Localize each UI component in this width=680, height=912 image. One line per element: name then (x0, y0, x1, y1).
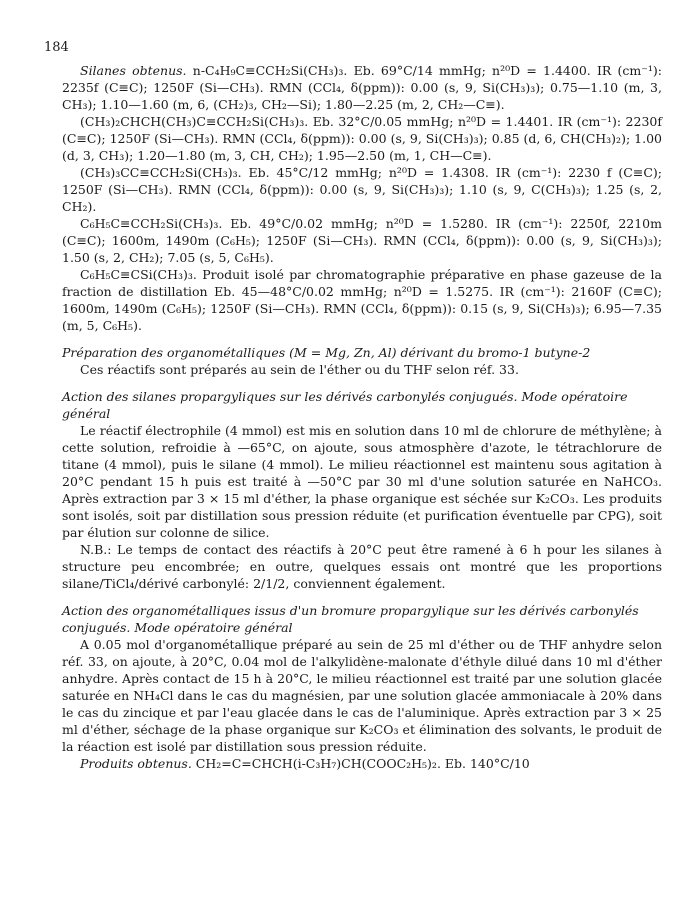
paragraph-text: C₆H₅C≡CSi(CH₃)₃. Produit isolé par chromatographie préparative en phase gazeuse de la fraction de distillation Eb. 45—48°C/0.02 mmHg; n²⁰D = 1.5275. IR (cm⁻¹): 2160F (C≡C); 1600m, 1490m (C₆H₅); 1250F (Si—CH₃). RMN (CCl₄, δ(ppm)): 0.15 (s, 9, Si(CH₃)₃); 6.95—7.35 (m, 5, C₆H₅). (62, 267, 662, 333)
paragraph-text: CH₂=C=CHCH(i-C₃H₇)CH(COOC₂H₅)₂. Eb. 140°C/10 (191, 756, 530, 771)
section-heading: Action des silanes propargyliques sur les dérivés carbonylés conjugués. Mode opératoire général (62, 389, 628, 421)
page-number: 184 (44, 40, 69, 55)
section-heading: Préparation des organométalliques (M = Mg, Zn, Al) dérivant du bromo-1 butyne-2 (62, 345, 591, 360)
paragraph (62, 755, 662, 772)
paragraph-text: n-C₄H₉C≡CCH₂Si(CH₃)₃. Eb. 69°C/14 mmHg; n²⁰D = 1.4400. IR (cm⁻¹): 2235f (C≡C); 1250F (Si—CH₃). RMN (CCl₄, δ(ppm)): 0.00 (s, 9, Si(CH₃)₃); 0.75—1.10 (m, 3, CH₃); 1.10—1.60 (m, 6, (CH₂)₃, CH₂—Si); 1.80—2.25 (m, 2, CH₂—C≡). (62, 63, 662, 112)
paragraph (62, 361, 662, 378)
page-body (62, 62, 662, 772)
paragraph (62, 422, 662, 541)
paragraph-text: Le réactif électrophile (4 mmol) est mis en solution dans 10 ml de chlorure de méthylène; à cette solution, refroidie à —65°C, on ajoute, sous atmosphère d'azote, le tétrachlorure de titane (4 mmol), puis le silane (4 mmol). Le milieu réactionnel est maintenu sous agitation à 20°C pendant 15 h puis est traité à —50°C par 30 ml d'une solution saturée en NaHCO₃. Après extraction par 3 × 15 ml d'éther, la phase organique est séchée sur K₂CO₃. Les produits sont isolés, soit par distillation sous pression réduite (et purification éventuelle par CPG), soit par élution sur colonne de silice. (62, 423, 662, 540)
paragraph-text: A 0.05 mol d'organométallique préparé au sein de 25 ml d'éther ou de THF anhydre selon réf. 33, on ajoute, à 20°C, 0.04 mol de l'alkylidène-malonate d'éthyle dilué dans 10 ml d'éther anhydre. Après contact de 15 h à 20°C, le milieu réactionnel est traité par une solution glacée saturée en NH₄Cl dans le cas du magnésien, par une solution glacée ammoniacale à 20% dans le cas du zincique et par l'eau glacée dans le cas de l'aluminique. Après extraction par 3 × 25 ml d'éther, séchage de la phase organique sur K₂CO₃ et élimination des solvants, le produit de la réaction est isolé par distillation sous pression réduite. (62, 637, 662, 754)
paragraph (62, 62, 662, 113)
paragraph-text: C₆H₅C≡CCH₂Si(CH₃)₃. Eb. 49°C/0.02 mmHg; n²⁰D = 1.5280. IR (cm⁻¹): 2250f, 2210m (C≡C); 1600m, 1490m (C₆H₅); 1250F (Si—CH₃). RMN (CCl₄, δ(ppm)): 0.00 (s, 9, Si(CH₃)₃); 1.50 (s, 2, CH₂); 7.05 (s, 5, C₆H₅). (62, 216, 662, 265)
paragraph (62, 541, 662, 592)
paragraph (62, 215, 662, 266)
paragraph-lead: Produits obtenus. (80, 756, 192, 771)
paragraph-text: (CH₃)₃CC≡CCH₂Si(CH₃)₃. Eb. 45°C/12 mmHg; n²⁰D = 1.4308. IR (cm⁻¹): 2230 f (C≡C); 1250F (Si—CH₃). RMN (CCl₄, δ(ppm)): 0.00 (s, 9, Si(CH₃)₃); 1.10 (s, 9, C(CH₃)₃); 1.25 (s, 2, CH₂). (62, 165, 662, 214)
paragraph (62, 113, 662, 164)
paragraph (62, 164, 662, 215)
paragraph-text: Ces réactifs sont préparés au sein de l'éther ou du THF selon réf. 33. (80, 362, 519, 377)
paragraph-text: N.B.: Le temps de contact des réactifs à 20°C peut être ramené à 6 h pour les silanes à structure peu encombrée; en outre, quelques essais ont montré que les proportions silane/TiCl₄/dérivé carbonylé: 2/1/2, conviennent également. (62, 542, 662, 591)
paragraph (62, 266, 662, 334)
paragraph-lead: Silanes obtenus. (80, 63, 187, 78)
section-heading: Action des organométalliques issus d'un bromure propargylique sur les dérivés carbonylés conjugués. Mode opératoire général (62, 603, 639, 635)
paragraph-text: (CH₃)₂CHCH(CH₃)C≡CCH₂Si(CH₃)₃. Eb. 32°C/0.05 mmHg; n²⁰D = 1.4401. IR (cm⁻¹): 2230f (C≡C); 1250F (Si—CH₃). RMN (CCl₄, δ(ppm)): 0.00 (s, 9, Si(CH₃)₃); 0.85 (d, 6, CH(CH₃)₂); 1.00 (d, 3, CH₃); 1.20—1.80 (m, 3, CH, CH₂); 1.95—2.50 (m, 1, CH—C≡). (62, 114, 662, 163)
paragraph (62, 636, 662, 755)
